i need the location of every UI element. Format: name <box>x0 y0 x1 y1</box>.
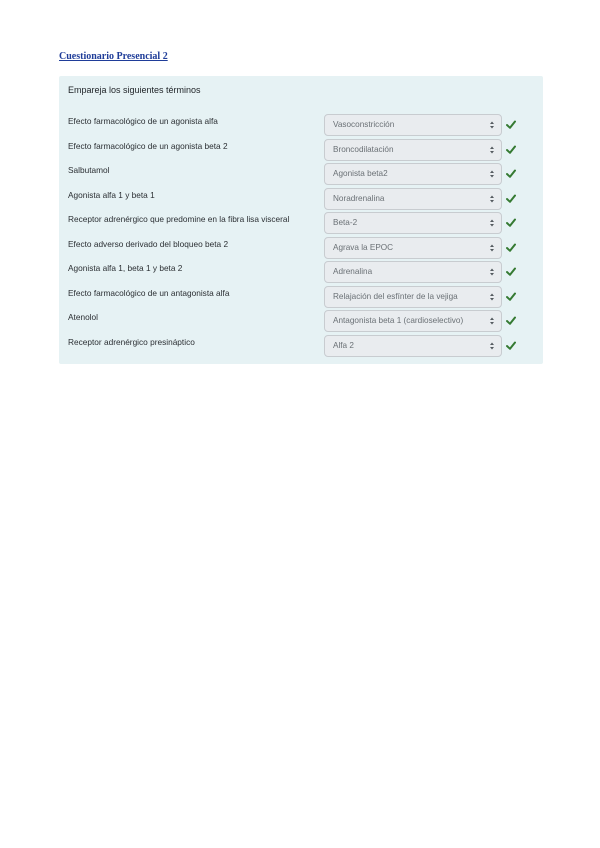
match-row <box>59 261 543 285</box>
sort-arrows-icon <box>489 316 495 326</box>
question-box <box>59 76 543 364</box>
match-row <box>59 212 543 236</box>
match-row <box>59 310 543 334</box>
match-term: Receptor adrenérgico presináptico <box>68 336 195 347</box>
selected-answer: Relajación del esfínter de la vejiga <box>333 291 458 301</box>
match-row <box>59 163 543 187</box>
answer-select[interactable] <box>324 237 502 259</box>
check-icon <box>506 243 516 252</box>
match-term: Efecto farmacológico de un agonista beta 2 <box>68 140 228 151</box>
answer-select[interactable] <box>324 212 502 234</box>
answer-select[interactable] <box>324 139 502 161</box>
sort-arrows-icon <box>489 218 495 228</box>
answer-select[interactable] <box>324 114 502 136</box>
match-row <box>59 114 543 138</box>
selected-answer: Beta-2 <box>333 218 358 227</box>
match-term: Receptor adrenérgico que predomine en la fibra lisa visceral <box>68 214 290 224</box>
check-icon <box>506 194 516 203</box>
match-term: Atenolol <box>68 312 98 322</box>
match-row <box>59 335 543 359</box>
check-icon <box>506 145 516 154</box>
sort-arrows-icon <box>489 267 495 277</box>
match-row <box>59 237 543 261</box>
selected-answer: Noradrenalina <box>333 193 385 203</box>
answer-select[interactable] <box>324 188 502 210</box>
page-title[interactable]: Cuestionario Presencial 2 <box>59 51 168 62</box>
match-term: Efecto farmacológico de un antagonista alfa <box>68 287 230 298</box>
answer-select[interactable] <box>324 335 502 357</box>
selected-answer: Broncodilatación <box>333 144 394 154</box>
check-icon <box>506 292 516 301</box>
answer-select[interactable] <box>324 310 502 332</box>
match-term: Agonista alfa 1 y beta 1 <box>68 189 155 200</box>
answer-select[interactable] <box>324 163 502 185</box>
sort-arrows-icon <box>489 243 495 253</box>
question-instruction: Empareja los siguientes términos <box>68 85 201 95</box>
check-icon <box>506 169 516 178</box>
match-row <box>59 139 543 163</box>
check-icon <box>506 120 516 129</box>
sort-arrows-icon <box>489 194 495 204</box>
sort-arrows-icon <box>489 145 495 155</box>
match-term: Efecto adverso derivado del bloqueo beta 2 <box>68 238 229 249</box>
match-term: Efecto farmacológico de un agonista alfa <box>68 116 218 126</box>
check-icon <box>506 316 516 325</box>
selected-answer: Adrenalina <box>333 267 373 276</box>
selected-answer: Antagonista beta 1 (cardioselectivo) <box>333 316 464 325</box>
sort-arrows-icon <box>489 292 495 302</box>
answer-select[interactable] <box>324 286 502 308</box>
check-icon <box>506 218 516 227</box>
selected-answer: Agrava la EPOC <box>333 242 394 252</box>
check-icon <box>506 341 516 350</box>
selected-answer: Alfa 2 <box>333 340 354 350</box>
match-term: Agonista alfa 1, beta 1 y beta 2 <box>68 263 183 273</box>
check-icon <box>506 267 516 276</box>
match-row <box>59 286 543 310</box>
answer-select[interactable] <box>324 261 502 283</box>
sort-arrows-icon <box>489 341 495 351</box>
sort-arrows-icon <box>489 169 495 179</box>
selected-answer: Vasoconstricción <box>333 120 395 129</box>
match-term: Salbutamol <box>68 165 110 175</box>
match-row <box>59 188 543 212</box>
sort-arrows-icon <box>489 120 495 130</box>
selected-answer: Agonista beta2 <box>333 169 388 178</box>
